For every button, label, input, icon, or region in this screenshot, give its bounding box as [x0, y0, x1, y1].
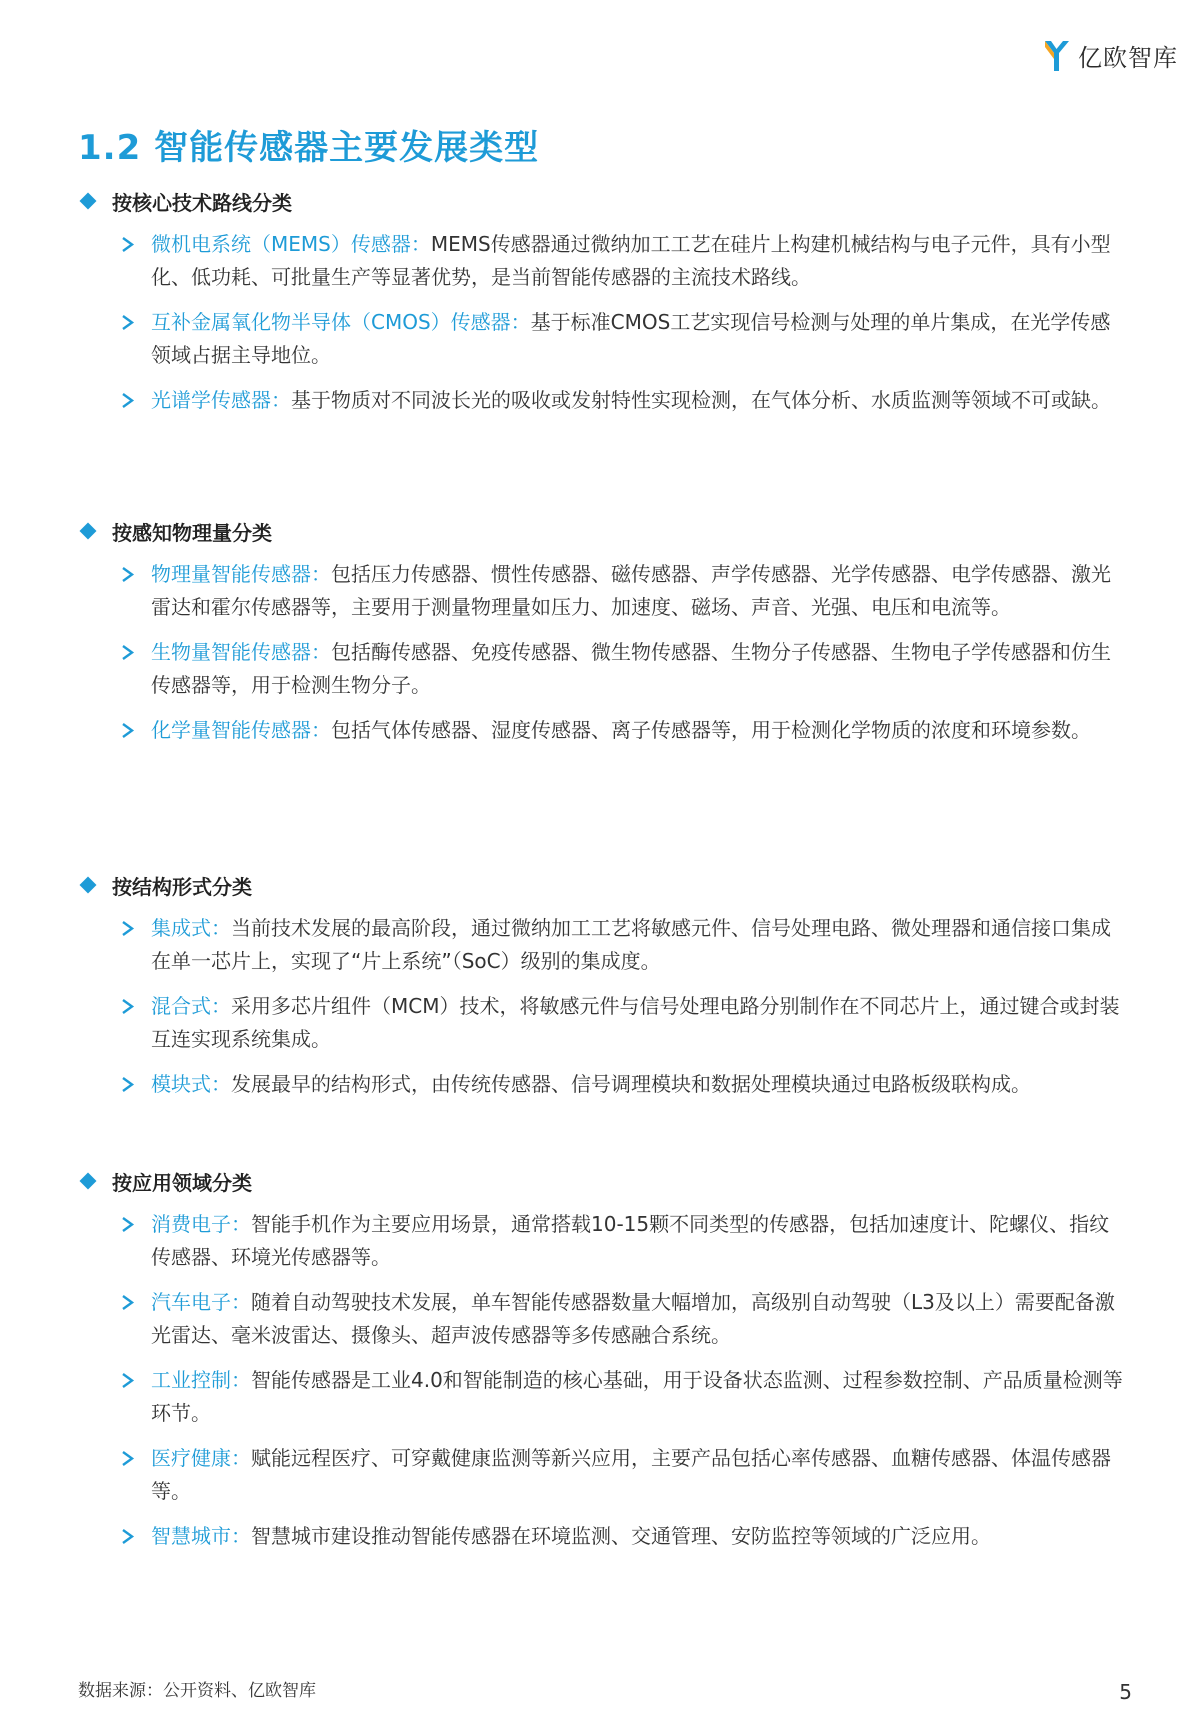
chevron-right-icon	[119, 912, 137, 945]
list-item	[78, 558, 1128, 624]
section-title: 按应用领域分类	[112, 1170, 252, 1195]
chevron-right-icon	[119, 384, 137, 417]
item-label: 消费电子：	[151, 1212, 251, 1236]
diamond-icon	[80, 1173, 97, 1190]
item-text: 当前技术发展的最高阶段，通过微纳加工工艺将敏感元件、信号处理电路、微处理器和通信接口集成在单一芯片上，实现了“片上系统”（SoC）级别的集成度。	[151, 916, 1111, 973]
brand-logo	[1042, 38, 1178, 73]
chevron-right-icon	[119, 1520, 137, 1553]
item-text: MEMS传感器通过微纳加工工艺在硅片上构建机械结构与电子元件，具有小型化、低功耗、可批量生产等显著优势，是当前智能传感器的主流技术路线。	[151, 232, 1111, 289]
item-text: 包括酶传感器、免疫传感器、微生物传感器、生物分子传感器、生物电子学传感器和仿生传感器等，用于检测生物分子。	[151, 640, 1111, 697]
section-header	[78, 870, 1128, 900]
item-label: 混合式：	[151, 994, 231, 1018]
item-label: 工业控制：	[151, 1368, 251, 1392]
section-header	[78, 186, 1128, 216]
list-item	[78, 1520, 1128, 1553]
item-label: 汽车电子：	[151, 1290, 251, 1314]
item-label: 医疗健康：	[151, 1446, 251, 1470]
list-item	[78, 228, 1128, 294]
item-label: 生物量智能传感器：	[151, 640, 331, 664]
item-text: 包括气体传感器、湿度传感器、离子传感器等，用于检测化学物质的浓度和环境参数。	[331, 718, 1091, 742]
section-application	[78, 1166, 1128, 1553]
item-text: 包括压力传感器、惯性传感器、磁传感器、声学传感器、光学传感器、电学传感器、激光雷达和霍尔传感器等，主要用于测量物理量如压力、加速度、磁场、声音、光强、电压和电流等。	[151, 562, 1111, 619]
chevron-right-icon	[119, 636, 137, 669]
item-text: 随着自动驾驶技术发展，单车智能传感器数量大幅增加，高级别自动驾驶（L3及以上）需要配备激光雷达、毫米波雷达、摄像头、超声波传感器等多传感融合系统。	[151, 1290, 1115, 1347]
item-text: 采用多芯片组件（MCM）技术，将敏感元件与信号处理电路分别制作在不同芯片上，通过键合或封装互连实现系统集成。	[151, 994, 1120, 1051]
chevron-right-icon	[119, 714, 137, 747]
section-core-technology	[78, 186, 1128, 417]
list-item	[78, 636, 1128, 702]
page-title: 1.2 智能传感器主要发展类型	[78, 128, 540, 168]
list-item	[78, 990, 1128, 1056]
brand-name: 亿欧智库	[1078, 44, 1178, 72]
item-text: 基于标准CMOS工艺实现信号检测与处理的单片集成，在光学传感领域占据主导地位。	[151, 310, 1111, 367]
chevron-right-icon	[119, 228, 137, 261]
chevron-right-icon	[119, 306, 137, 339]
list-item	[78, 1442, 1128, 1508]
section-title: 按核心技术路线分类	[112, 190, 292, 215]
chevron-right-icon	[119, 1068, 137, 1101]
section-structure	[78, 870, 1128, 1101]
section-title: 按感知物理量分类	[112, 520, 272, 545]
chevron-right-icon	[119, 558, 137, 591]
diamond-icon	[80, 877, 97, 894]
item-label: 化学量智能传感器：	[151, 718, 331, 742]
section-header	[78, 516, 1128, 546]
item-label: 微机电系统（MEMS）传感器：	[151, 232, 431, 256]
chevron-right-icon	[119, 990, 137, 1023]
list-item	[78, 912, 1128, 978]
list-item	[78, 384, 1128, 417]
item-label: 集成式：	[151, 916, 231, 940]
item-text: 赋能远程医疗、可穿戴健康监测等新兴应用，主要产品包括心率传感器、血糖传感器、体温传感器等。	[151, 1446, 1111, 1503]
list-item	[78, 1068, 1128, 1101]
data-source-note: 数据来源：公开资料、亿欧智库	[78, 1681, 316, 1701]
list-item	[78, 1208, 1128, 1274]
list-item	[78, 306, 1128, 372]
page-number: 5	[1119, 1680, 1132, 1704]
item-label: 物理量智能传感器：	[151, 562, 331, 586]
item-label: 智慧城市：	[151, 1524, 251, 1548]
item-text: 智慧城市建设推动智能传感器在环境监测、交通管理、安防监控等领域的广泛应用。	[251, 1524, 991, 1548]
section-title: 按结构形式分类	[112, 874, 252, 899]
list-item	[78, 714, 1128, 747]
item-text: 发展最早的结构形式，由传统传感器、信号调理模块和数据处理模块通过电路板级联构成。	[231, 1072, 1031, 1096]
chevron-right-icon	[119, 1364, 137, 1397]
item-text: 基于物质对不同波长光的吸收或发射特性实现检测，在气体分析、水质监测等领域不可或缺。	[291, 388, 1111, 412]
section-header	[78, 1166, 1128, 1196]
item-label: 光谱学传感器：	[151, 388, 291, 412]
item-label: 模块式：	[151, 1072, 231, 1096]
brand-logo-icon	[1042, 39, 1072, 73]
section-physical-quantity	[78, 516, 1128, 747]
list-item	[78, 1364, 1128, 1430]
chevron-right-icon	[119, 1286, 137, 1319]
chevron-right-icon	[119, 1442, 137, 1475]
item-label: 互补金属氧化物半导体（CMOS）传感器：	[151, 310, 531, 334]
item-text: 智能手机作为主要应用场景，通常搭载10-15颗不同类型的传感器，包括加速度计、陀螺仪、指纹传感器、环境光传感器等。	[151, 1212, 1110, 1269]
chevron-right-icon	[119, 1208, 137, 1241]
item-text: 智能传感器是工业4.0和智能制造的核心基础，用于设备状态监测、过程参数控制、产品质量检测等环节。	[151, 1368, 1123, 1425]
diamond-icon	[80, 193, 97, 210]
list-item	[78, 1286, 1128, 1352]
diamond-icon	[80, 523, 97, 540]
